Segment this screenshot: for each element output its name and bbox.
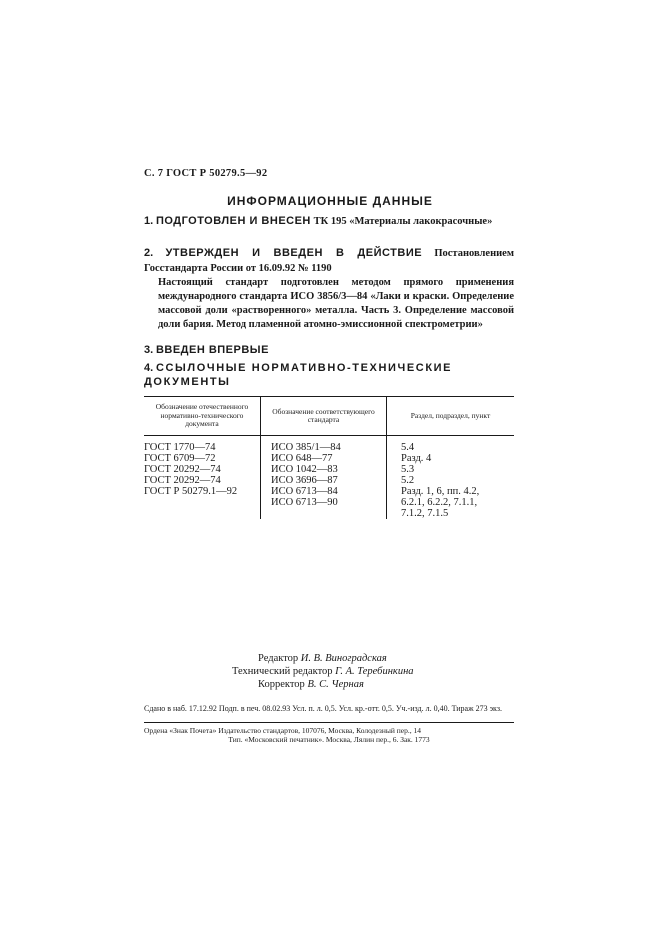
editor-row [200, 652, 500, 665]
table-cell: ГОСТ 1770—74 [144, 442, 216, 453]
item-prepared [144, 214, 514, 229]
editor-role: Корректор [258, 679, 305, 690]
item-references [144, 361, 514, 389]
table-cell: ИСО 1042—83 [271, 464, 338, 475]
table-cell: Разд. 4 [401, 453, 432, 464]
editor-name: Г. А. Теребинкина [335, 666, 414, 677]
table-col-international [261, 436, 387, 520]
editor-name: И. В. Виноградская [300, 653, 387, 664]
section-title: ИНФОРМАЦИОННЫЕ ДАННЫЕ [227, 194, 433, 208]
table-header-international: Обозначение соответствующего стандарта [261, 397, 387, 436]
table-cell: ИСО 648—77 [271, 453, 333, 464]
item-heading: ПОДГОТОВЛЕН И ВНЕСЕН [155, 215, 311, 227]
table-cell: 5.2 [401, 475, 415, 486]
item-first-introduced [144, 343, 514, 357]
references-table [144, 396, 514, 519]
publisher-footer [144, 722, 514, 744]
editor-name: В. С. Черная [307, 679, 364, 690]
editor-role: Редактор [258, 653, 299, 664]
item-heading: УТВЕРЖДЕН И ВВЕДЕН В ДЕЙСТВИЕ [165, 247, 423, 259]
table-cell: 5.4 [401, 442, 415, 453]
item-number: 1. [144, 215, 154, 227]
table-cell: ИСО 6713—84 [271, 486, 338, 497]
item-number: 2. [144, 247, 154, 259]
table-col-section [387, 436, 515, 520]
item-text-detail: Настоящий стандарт подготовлен методом прямого применения международного стандарта ИСО 3856/3—84 «Лаки и краски. Определение массовой доли «растворенного» металла. Часть 3. Определение массовой доли бария. Метод пламенной атомно-эмиссионной спектрометрии» [158, 277, 514, 330]
item-heading: ССЫЛОЧНЫЕ НОРМАТИВНО-ТЕХНИЧЕСКИЕ ДОКУМЕНТЫ [144, 362, 453, 388]
table-cell: ГОСТ 6709—72 [144, 453, 216, 464]
table-cell: ГОСТ 20292—74 [144, 475, 221, 486]
item-heading: ВВЕДЕН ВПЕРВЫЕ [155, 344, 269, 356]
editors-block [200, 652, 500, 691]
item-text: Постановлением Госстандарта России от 16.09.92 № 1190 [144, 248, 514, 274]
item-number: 3. [144, 344, 154, 356]
table-header-domestic: Обозначение отечественного нормативно-технического документа [144, 397, 261, 436]
editor-role: Технический редактор [232, 666, 333, 677]
page-header: С. 7 ГОСТ Р 50279.5—92 [144, 168, 268, 179]
table-cell: ИСО 385/1—84 [271, 442, 341, 453]
table-cell: ИСО 6713—90 [271, 497, 338, 508]
table-col-domestic [144, 436, 261, 520]
table-cell: ИСО 3696—87 [271, 475, 338, 486]
table-cell: 5.3 [401, 464, 415, 475]
table-header-section: Раздел, подраздел, пункт [387, 397, 515, 436]
editor-row [200, 665, 500, 678]
table-cell: 7.1.2, 7.1.5 [401, 508, 449, 519]
print-imprint: Сдано в наб. 17.12.92 Подп. в печ. 08.02.93 Усл. п. л. 0,5. Усл. кр.-отт. 0,5. Уч.-изд. л. 0,40. Тираж 273 экз. [144, 704, 502, 713]
item-text: ТК 195 «Материалы лакокрасочные» [313, 216, 493, 227]
editor-row [200, 678, 500, 691]
item-approved [144, 246, 514, 332]
item-number: 4. [144, 362, 154, 374]
table-cell: Разд. 1, 6, пп. 4.2, [401, 486, 480, 497]
printer-line: Тип. «Московский печатник». Москва, Лялин пер., 6. Зак. 1773 [228, 735, 430, 744]
table-cell: 6.2.1, 6.2.2, 7.1.1, [401, 497, 478, 508]
table-cell: ГОСТ 20292—74 [144, 464, 221, 475]
publisher-line: Ордена «Знак Почета» Издательство стандартов, 107076, Москва, Колодезный пер., 14 [144, 726, 422, 735]
table-cell: ГОСТ Р 50279.1—92 [144, 486, 238, 497]
